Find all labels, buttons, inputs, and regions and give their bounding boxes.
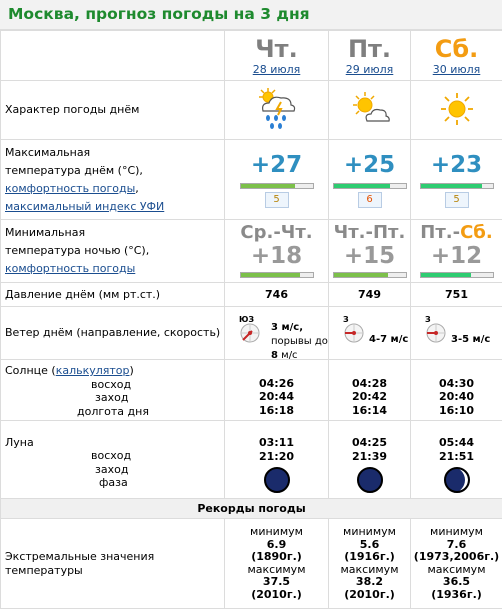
label-wind: Ветер днём (направление, скорость) — [1, 307, 225, 360]
moon-phase-icon — [444, 467, 470, 493]
max-temp-value: +25 — [343, 152, 396, 178]
label-max-temp — [1, 140, 225, 220]
night-comfort-bar — [333, 272, 407, 278]
wind-speed: 4-7 м/с — [369, 334, 409, 345]
sunset-label: заход — [95, 391, 129, 404]
sun-calculator-link[interactable]: калькулятор — [55, 364, 130, 377]
min-temp-value: +15 — [343, 242, 396, 269]
sun-cell: 04:28 20:42 16:14 — [329, 360, 411, 421]
label-moon: Луна восход заход фаза — [1, 421, 225, 499]
wind-cell — [411, 307, 502, 360]
min-temp-value: +12 — [430, 242, 483, 269]
min-temp-label-line1: Минимальная — [5, 226, 86, 239]
daylength-label: долгота дня — [77, 404, 149, 418]
moon-cell: 05:44 21:51 — [411, 421, 502, 499]
wind-direction: З — [425, 315, 431, 324]
partly-cloudy-icon — [349, 91, 391, 127]
label-character: Характер погоды днём — [1, 81, 225, 140]
day-header-fri — [329, 31, 411, 81]
wind-compass-icon — [425, 322, 447, 344]
max-temp-cell — [225, 140, 329, 220]
wind-direction: ЮЗ — [239, 315, 255, 324]
weather-cell — [329, 81, 411, 140]
label-extremes: Экстремальные значения температуры — [1, 519, 225, 609]
day-name: Чт. — [255, 35, 298, 63]
moon-cell: 03:11 21:20 — [225, 421, 329, 499]
sunrise-label: восход — [91, 377, 132, 391]
max-temp-cell — [329, 140, 411, 220]
wind-cell — [225, 307, 329, 360]
page-title: Москва, прогноз погоды на 3 дня — [0, 0, 502, 30]
wind-speed: 3 м/с, порывы до 8 м/с — [271, 322, 328, 361]
comfort-bar — [240, 183, 314, 189]
label-min-temp — [1, 220, 225, 283]
corner-cell — [1, 31, 225, 81]
record-cell: минимум 6.9 (1890г.) максимум 37.5 (2010г.) — [225, 519, 329, 609]
night-comfort-bar — [420, 272, 494, 278]
day-header-sat — [411, 31, 502, 81]
wind-compass-icon — [343, 322, 365, 344]
wind-cell — [329, 307, 411, 360]
comfort-bar — [333, 183, 407, 189]
uv-badge: 5 — [265, 192, 289, 208]
sun-cell: 04:26 20:44 16:18 — [225, 360, 329, 421]
night-day-pair: Ср.-Чт. — [240, 221, 313, 243]
max-temp-label-line1: Максимальная — [5, 145, 91, 159]
uv-badge: 5 — [445, 192, 469, 208]
moon-cell: 04:25 21:39 — [329, 421, 411, 499]
comfort-link[interactable]: комфортность погоды — [5, 181, 136, 195]
pressure-value: 746 — [225, 283, 329, 307]
thunderstorm-rain-icon — [257, 85, 297, 133]
day-name: Пт. — [347, 35, 392, 63]
weather-cell — [411, 81, 502, 140]
moonset-label: заход — [95, 462, 129, 476]
min-temp-label-line2: температура ночью (°С), — [5, 244, 150, 257]
wind-speed: 3-5 м/с — [451, 334, 491, 345]
day-name: Сб. — [434, 35, 479, 63]
pressure-value: 749 — [329, 283, 411, 307]
comfort-bar — [420, 183, 494, 189]
max-temp-label-line2: температура днём (°С), — [5, 163, 143, 177]
weather-cell — [225, 81, 329, 140]
wind-direction: З — [343, 315, 349, 324]
night-day-pair: Чт.-Пт. — [333, 221, 406, 243]
moonphase-label: фаза — [99, 476, 128, 489]
uv-index-link[interactable]: максимальный индекс УФИ — [5, 199, 165, 213]
comma: , — [135, 181, 139, 195]
max-temp-value: +23 — [430, 152, 483, 178]
max-temp-value: +27 — [250, 152, 303, 178]
forecast-table — [0, 30, 502, 609]
moonrise-label: восход — [91, 449, 132, 462]
day-header-thu — [225, 31, 329, 81]
min-temp-value: +18 — [250, 242, 303, 269]
min-temp-cell — [411, 220, 502, 283]
day-date-link[interactable]: 30 июля — [432, 63, 481, 76]
night-comfort-bar — [240, 272, 314, 278]
uv-badge: 6 — [358, 192, 382, 208]
moon-phase-icon — [357, 467, 383, 493]
night-comfort-link[interactable]: комфортность погоды — [5, 262, 136, 275]
max-temp-cell — [411, 140, 502, 220]
record-cell: минимум 7.6 (1973,2006г.) максимум 36.5 (1936г.) — [411, 519, 502, 609]
label-sun: Солнце (калькулятор) восход заход долгота дня — [1, 360, 225, 421]
sunny-icon — [440, 92, 474, 126]
day-date-link[interactable]: 29 июля — [345, 63, 394, 76]
label-pressure: Давление днём (мм рт.ст.) — [1, 283, 225, 307]
night-day-pair: Пт.-Сб. — [420, 221, 493, 243]
wind-compass-icon — [239, 322, 261, 344]
min-temp-cell — [225, 220, 329, 283]
record-cell: минимум 5.6 (1916г.) максимум 38.2 (2010г.) — [329, 519, 411, 609]
day-date-link[interactable]: 28 июля — [252, 63, 301, 76]
min-temp-cell — [329, 220, 411, 283]
pressure-value: 751 — [411, 283, 502, 307]
sun-cell: 04:30 20:40 16:10 — [411, 360, 502, 421]
records-header: Рекорды погоды — [1, 499, 502, 519]
moon-phase-icon — [264, 467, 290, 493]
